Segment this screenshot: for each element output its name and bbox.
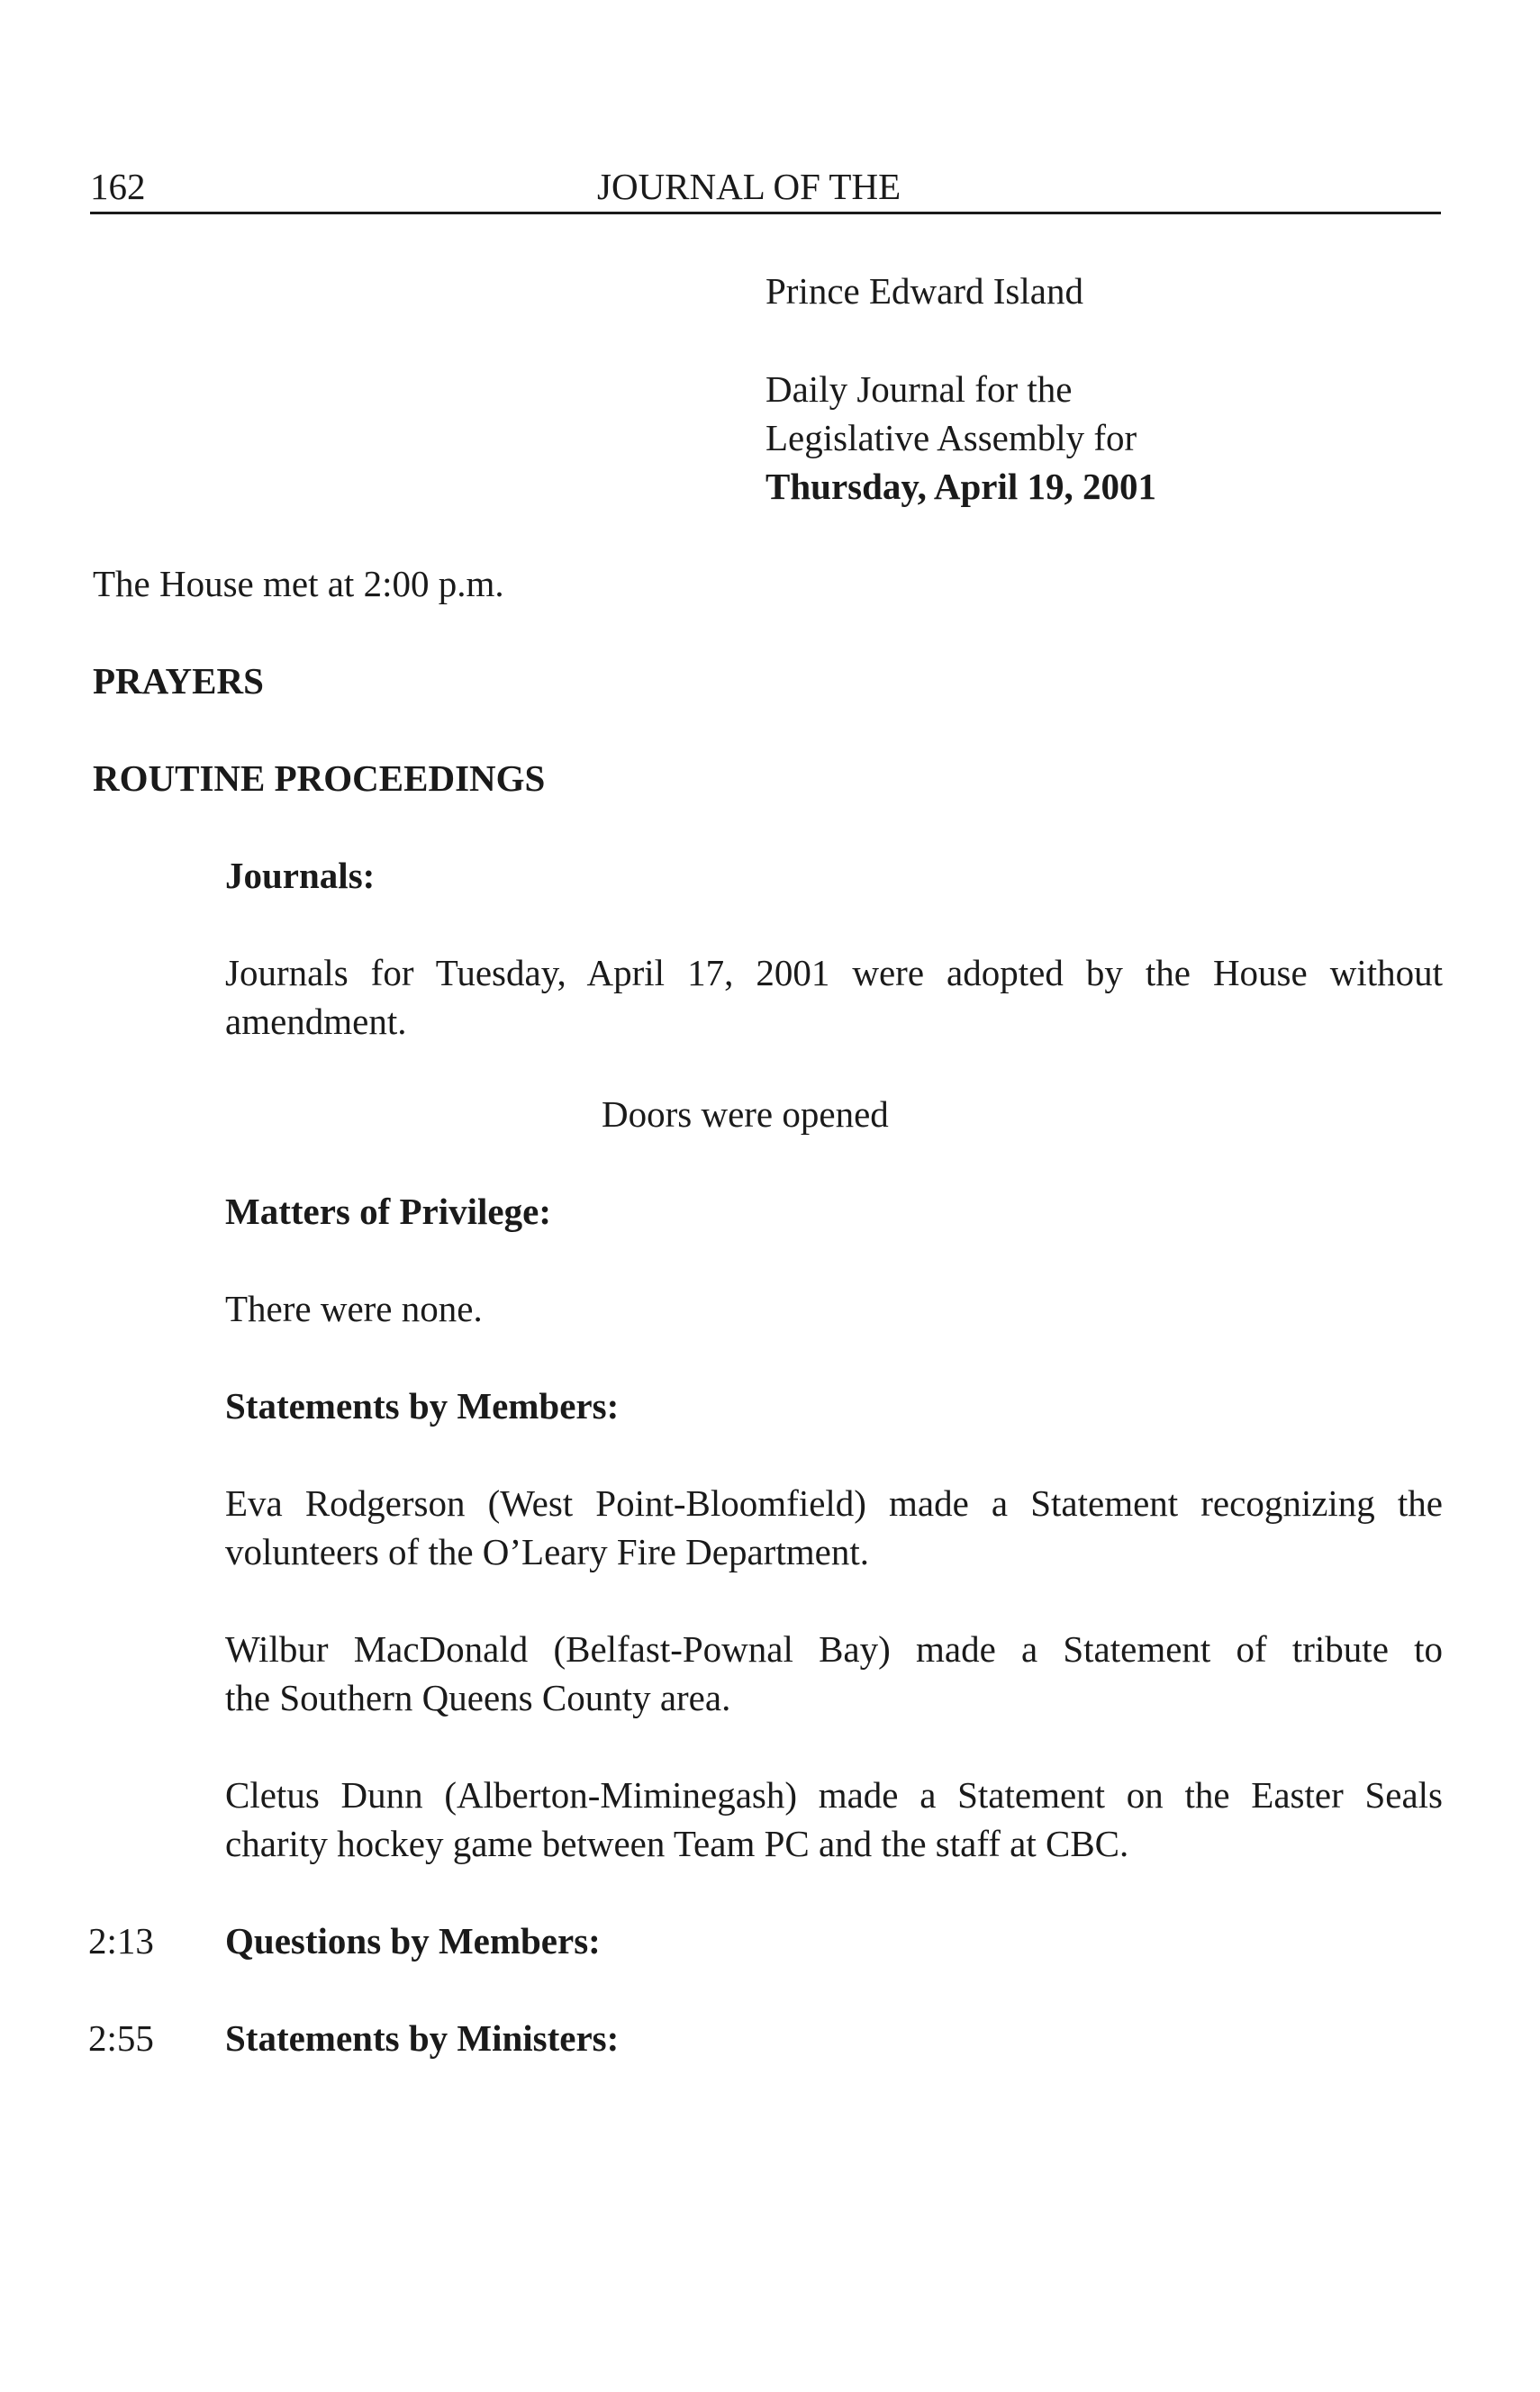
statement-line2: volunteers of the O’Leary Fire Department.	[225, 1531, 869, 1572]
statement-line2: charity hockey game between Team PC and the staff at CBC.	[225, 1823, 1129, 1864]
page-number: 162	[90, 166, 146, 207]
journal-date: Thursday, April 19, 2001	[765, 466, 1157, 507]
questions-time: 2:13	[88, 1920, 154, 1962]
statement-item	[225, 1625, 1443, 1722]
house-met-line: The House met at 2:00 p.m.	[93, 563, 504, 604]
statement-line2: the Southern Queens County area.	[225, 1677, 731, 1718]
routine-proceedings-heading: ROUTINE PROCEEDINGS	[93, 757, 546, 799]
statements-members-heading: Statements by Members:	[225, 1385, 620, 1427]
journals-heading: Journals:	[225, 855, 376, 896]
journals-paragraph	[225, 948, 1443, 1046]
statement-line1: Cletus Dunn (Alberton-Miminegash) made a Statement on the Easter Seals	[225, 1774, 1443, 1816]
header-rule	[90, 212, 1441, 214]
journals-text-line2: amendment.	[225, 1001, 407, 1042]
journal-title-line1: Daily Journal for the	[765, 368, 1073, 410]
ministers-time: 2:55	[88, 2017, 154, 2059]
ministers-heading: Statements by Ministers:	[225, 2017, 620, 2059]
statement-item	[225, 1479, 1443, 1576]
journal-title-line2: Legislative Assembly for	[765, 417, 1137, 458]
province-title: Prince Edward Island	[765, 270, 1083, 312]
statement-line1: Eva Rodgerson (West Point-Bloomfield) made a Statement recognizing the	[225, 1482, 1443, 1524]
statement-item	[225, 1771, 1443, 1868]
journals-text-line1: Journals for Tuesday, April 17, 2001 were adopted by the House without	[225, 952, 1443, 993]
statement-line1: Wilbur MacDonald (Belfast-Pownal Bay) made a Statement of tribute to	[225, 1628, 1443, 1670]
privilege-text: There were none.	[225, 1288, 483, 1329]
privilege-heading: Matters of Privilege:	[225, 1191, 551, 1232]
questions-heading: Questions by Members:	[225, 1920, 601, 1962]
doors-opened: Doors were opened	[602, 1093, 889, 1135]
prayers-heading: PRAYERS	[93, 660, 264, 702]
running-title: JOURNAL OF THE	[597, 166, 901, 207]
